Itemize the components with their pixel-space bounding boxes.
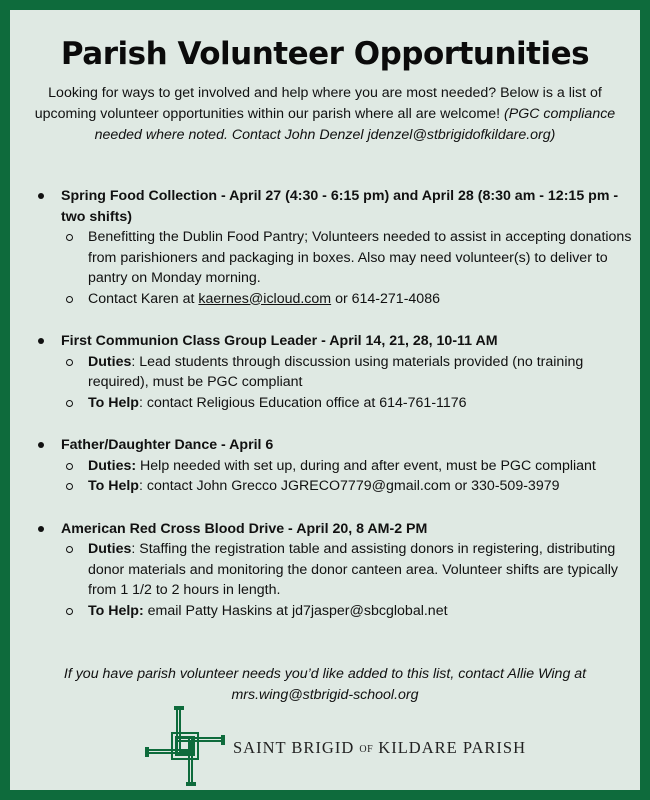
footer-note: If you have parish volunteer needs you’d like added to this list, contact Allie Wing at mrs.wing@stbrigid-school.org [63,666,587,703]
opportunity-duties [61,539,636,601]
parish-name [233,738,526,758]
duties-label: Duties: [88,457,137,474]
bullet-icon [38,338,44,344]
opportunity-list [36,186,636,621]
opportunity-duties [61,352,636,393]
sub-bullet-icon [66,483,73,490]
flyer [10,10,640,790]
contact-prefix: Contact Karen at [88,290,199,307]
duties-label: Duties [88,541,132,557]
parish-name-part2: KILDARE PARISH [378,738,526,757]
opportunity-help [61,476,636,497]
duties-text: Help needed with set up, during and after event, must be PGC compliant [136,457,596,474]
sub-bullet-icon [66,463,73,470]
parish-name-part1: SAINT BRIGID [233,738,355,757]
contact-suffix: or 614-271-4086 [331,290,440,307]
duties-text: : Lead students through discussion using materials provided (no training required), must be PGC compliant [88,353,584,390]
parish-logo [145,706,526,786]
parish-name-of: OF [359,744,374,755]
opportunity-first-communion [36,331,636,413]
opportunity-food-collection [36,186,636,309]
opportunity-help [61,601,636,622]
opportunity-duties [61,456,636,477]
intro-note: (PGC compliance needed where noted. Contact John Denzel jdenzel@stbrigidofkildare.org) [94,106,616,143]
intro-text: Looking for ways to get involved and help where you are most needed? Below is a list of upcoming volunteer opportunities within our parish where all are welcome! [34,85,602,122]
help-label: To Help [88,394,139,411]
opportunity-title: American Red Cross Blood Drive - April 20, 8 AM-2 PM [61,520,428,537]
opportunity-blood-drive [36,519,636,622]
help-label: To Help [88,478,139,494]
opportunity-father-daughter-dance [36,435,636,497]
duties-text: : Staffing the registration table and assisting donors in registering, distributing donor materials and monitoring the donor canteen area. Volunteer shifts are typically from 1 1/2 to 2 hours in length. [88,541,618,598]
opportunity-contact [61,289,636,310]
duties-label: Duties [88,353,132,370]
bullet-icon [38,193,44,199]
sub-bullet-icon [66,608,73,615]
help-text: : contact John Grecco JGRECO7779@gmail.com or 330-509-3979 [138,478,560,494]
sub-bullet-icon [66,400,73,407]
sub-bullet-icon [66,546,73,553]
opportunity-title: First Communion Class Group Leader - April 14, 21, 28, 10-11 AM [61,333,498,349]
help-text: : contact Religious Education office at 614-761-1176 [138,394,467,411]
opportunity-details [61,227,636,289]
sub-bullet-icon [66,359,73,366]
page-title: Parish Volunteer Opportunities [60,36,590,72]
intro [24,83,626,146]
brigid-cross-icon [145,706,225,786]
opportunity-help [61,393,636,414]
contact-email-link[interactable]: kaernes@icloud.com [198,290,332,307]
opportunity-title: Spring Food Collection - April 27 (4:30 - 6:15 pm) and April 28 (8:30 am - 12:15 pm - two shifts) [61,188,619,225]
help-label: To Help: [88,602,144,619]
sub-bullet-icon [66,296,73,303]
help-text: email Patty Haskins at jd7jasper@sbcglobal.net [143,602,448,619]
bullet-icon [38,442,44,448]
details-text: Benefitting the Dublin Food Pantry; Volunteers needed to assist in accepting donations from parishioners and packaging in boxes. Also may need volunteer(s) to deliver to pantry on Monday morning. [88,229,632,286]
bullet-icon [38,526,44,532]
opportunity-title: Father/Daughter Dance - April 6 [61,437,274,453]
sub-bullet-icon [66,234,73,241]
